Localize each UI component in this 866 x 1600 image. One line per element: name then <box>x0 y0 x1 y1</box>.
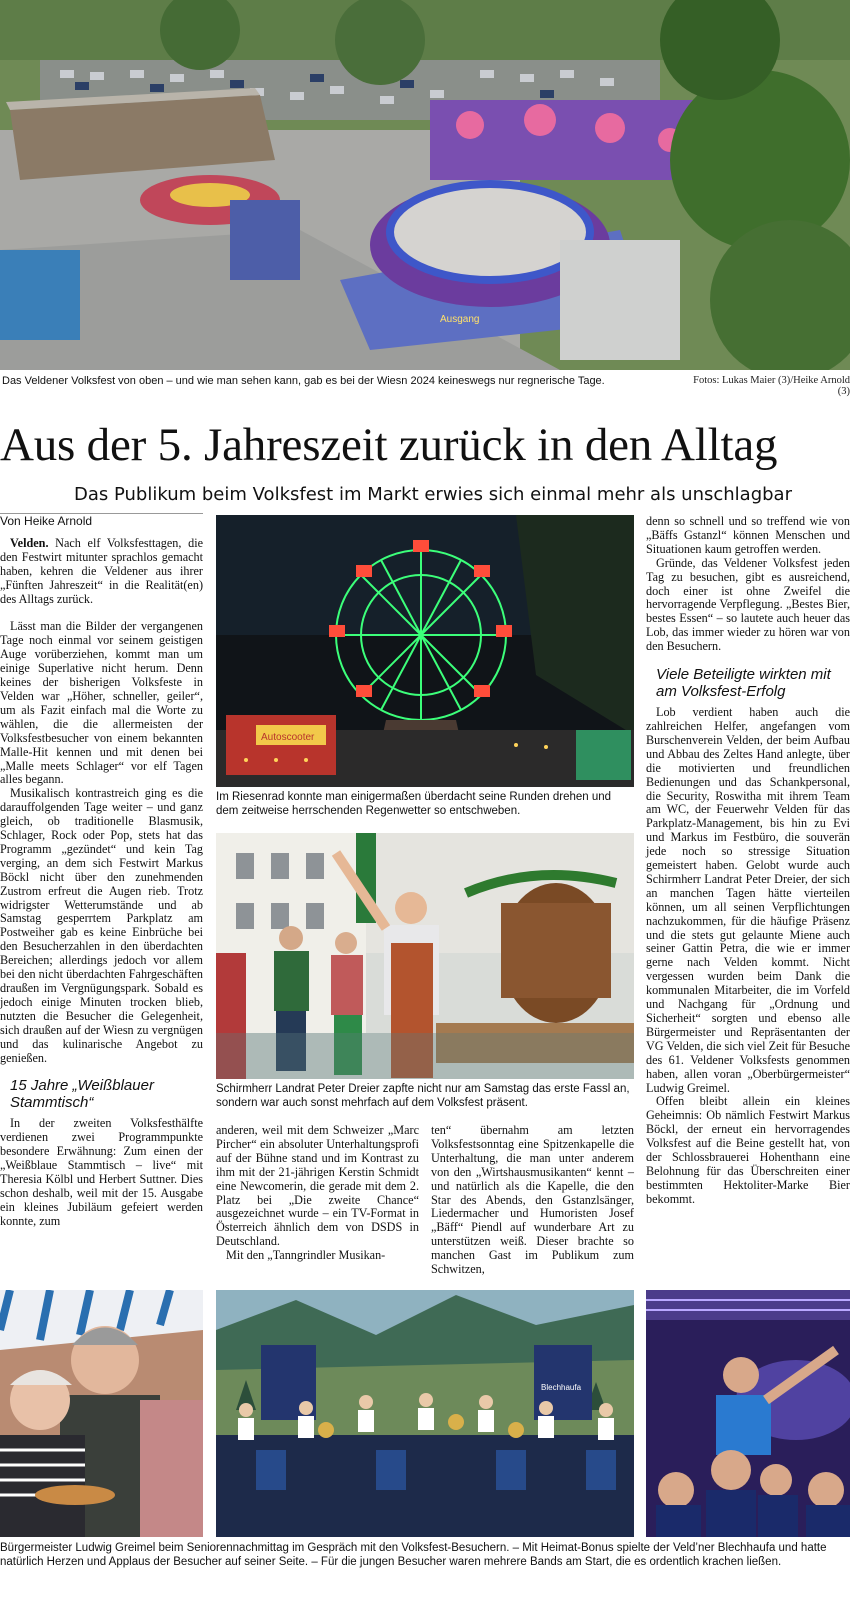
paragraph: Gründe, das Veldener Volksfest jeden Tag zu besuchen, gibt es ausreichend, doch einer ist ohne Zweifel die hervorragende Verpflegung. „Bestes Bier, bestes Essen“ – so lautete auch heuer das Lob, das immer wieder zu hören war von den Besuchern. <box>646 555 850 654</box>
exit-sign: Ausgang <box>440 314 480 325</box>
article-column-3 <box>431 1124 634 1277</box>
article-column-1 <box>0 515 203 1229</box>
aerial-festival-photo <box>0 0 850 370</box>
section-heading: Viele Beteiligte wirkten mit am Volksfest-Erfolg <box>656 666 831 701</box>
paragraph: anderen, weil mit dem Schweizer „Marc Pircher“ ein absoluter Unterhaltungsprofi auf der Bühne stand und im Kontrast zu ihm mit der 21-jährigen Kerstin Schmidt eine Newcomerin, die gerade mit dem 2. Platz bei „Die zweite Chance“ ausgezeichnet wurde – ein TV-Format in Österreich ähnlich dem von DSDS in Deutschland. <box>216 1123 419 1249</box>
ride-sign: Autoscooter <box>261 732 315 743</box>
brass-band-photo <box>216 1290 634 1537</box>
ferris-wheel-caption: Im Riesenrad konnte man einigermaßen überdacht seine Runden drehen und dem zeitweise herrschenden Regenwetter so entschweben. <box>216 791 612 817</box>
mayor-seniors-photo <box>0 1290 203 1537</box>
keg-tapping-caption: Schirmherr Landrat Peter Dreier zapfte nicht nur am Samstag das erste Fassl an, sondern war auch sonst mehrfach auf dem Volksfest präsent. <box>216 1083 630 1109</box>
paragraph: denn so schnell und so treffend wie von „Bäffs Gstanzl“ können Menschen und Situationen kaum getroffen werden. <box>646 514 850 556</box>
lead-paragraph: Nach elf Volksfesttagen, die den Festwirt mitunter sprachlos gemacht haben, kehren die Veldener aus ihrer „Fünften Jahreszeit“ in die Realität(en) des Alltags zurück. <box>0 535 203 606</box>
byline-rule <box>0 513 203 514</box>
paragraph: Offen bleibt allein ein kleines Geheimnis: Ob nämlich Festwirt Markus Böckl, der erneut ein hervorragendes Volksfest auf die Beine gestellt hat, von der Schlossbrauerei Hohenthann eine Belohnung für das Überschreiten einer bestimmten Hektoliter-Marke Bier bekommt. <box>646 1094 850 1206</box>
ferris-wheel-photo <box>216 515 634 787</box>
paragraph: Mit den „Tanngrindler Musikan- <box>226 1248 386 1263</box>
headline: Aus der 5. Jahreszeit zurück in den Alltag <box>0 419 778 471</box>
paragraph: ten“ übernahm am letzten Volksfestsonntag eine Spitzenkapelle die Unterhaltung, die man unter anderem von den „Wirtshausmusikanten“ kennt – und natürlich als die Kapelle, die den Star des Abends, den Gstanzlsänger, Liedermacher und Humoristen Josef „Bäff“ Piendl auf wunderbare Art zu unterstützen weiß. Dieser brachte so manchen Gast im Publikum zum Schwitzen, <box>431 1123 634 1277</box>
paragraph: Lob verdient haben auch die zahlreichen Helfer, angefangen vom Burschenverein Velden, der beim Aufbau und Abbau des Zeltes Hand anlegte, über die motivierten und freundlichen Bedienungen und das Schankpersonal, die Security, Roswitha mit ihrem Team am WC, der Feuerwehr Velden für das Parkplatz-Management, bis hin zu Evi und Markus im Festbüro, die souverän jede noch so stressige Situation gemeistert haben. Gelobt wurde auch Schirmherr Landrat Peter Dreier, der sich an manchen Tagen hätte vierteilen können, um all seinen Verpflichtungen nachzukommen, für die häufige Präsenz und die stets gut gelaunte Miene auch seiner Gattin Petra, die wie er immer gerne nach Velden kommt. Nicht vergessen wurden beim Dank die kommunalen Mitarbeiter, die im Vorfeld und Nachgang für „Ordnung und Sicherheit“ sorgten und ebenso alle Bürgermeister und Repräsentanten der VG Velden, die sich viel Zeit für Besuche des 61. Veldener Volksfests genommen haben, allen voran „Oberbürgermeister“ Ludwig Greimel. <box>646 705 850 1095</box>
subheadline: Das Publikum beim Volksfest im Markt erwies sich einmal mehr als unschlagbar <box>73 484 792 505</box>
photo-credit: Fotos: Lukas Maier (3)/Heike Arnold (3) <box>693 375 850 397</box>
article-column-2 <box>216 1124 419 1263</box>
band-banner: Blechhaufa <box>541 1383 582 1392</box>
dateline: Velden. <box>10 535 49 550</box>
keg-tapping-photo <box>216 833 634 1079</box>
paragraph: Lässt man die Bilder der vergangenen Tage noch einmal vor seinem geistigen Auge vorüberziehen, kommt man um einige Superlative nicht herum. Denn keines der bisherigen Volksfeste in Velden war „Höher, schneller, geiler“, um als Fazit einfach mal die Worte zu wählen, die die allermeisten der Volksfestbesucher von einem bekannten Malle-Hit kennen und mit denen bei „Malle meets Schlager“ vor elf Tagen alles begann. <box>0 619 203 787</box>
paragraph: Musikalisch kontrastreich ging es die darauffolgenden Tage weiter – und ganz gleich, ob traditionelle Blasmusik, Schlager, Rock oder Pop, stets hat das Programm „gezündet“ und kein Tag verging, an dem sich Festwirt Markus Böckl nicht über den zunehmenden Zustrom erfreut die Augen rieb. Trotz widrigster Wetterumstände und ab Samstag gesperrtem Parkplatz am Postweiher gab es keine Einbrüche bei den Besucherzahlen in den überdachten Bereichen; allerdings jedoch vor allem bei den nicht überdachten Fahrgeschäften draußen im Vergnügungspark. Sobald es jedoch einige Minuten trocken blieb, nutzten die Besucher die Gelegenheit, sich draußen auf der Wiesn zu vergnügen und das kulinarische Angebot zu genießen. <box>0 786 203 1065</box>
aerial-photo-caption: Das Veldener Volksfest von oben – und wie man sehen kann, gab es bei der Wiesn 2024 keineswegs nur regnerische Tage. <box>2 375 605 387</box>
bottom-photos-caption: Bürgermeister Ludwig Greimel beim Seniorennachmittag im Gespräch mit den Volksfest-Besuchern. – Mit Heimat-Bonus spielte der Veld’ner Blechhaufa und hatte natürlich Herzen und Applaus der Besucher auf seiner Seite. – Für die jungen Besucher waren mehrere Bands am Start, die es ordentlich krachen ließen. <box>0 1542 827 1568</box>
paragraph: In der zweiten Volksfesthälfte verdienen zwei Programmpunkte besondere Erwähnung: Zum einen der „Weißblaue Stammtisch – live“ mit Theresia Kölbl und Herbert Suttner. Dies schon deshalb, weil mit der 15. Ausgabe ein kleines Jubiläum gefeiert werden konnte, zum <box>0 1116 203 1228</box>
section-heading: 15 Jahre „Weißblauer Stammtisch“ <box>10 1077 154 1112</box>
rock-band-photo <box>646 1290 850 1537</box>
byline: Von Heike Arnold <box>0 514 93 528</box>
article-column-4 <box>646 515 850 1207</box>
